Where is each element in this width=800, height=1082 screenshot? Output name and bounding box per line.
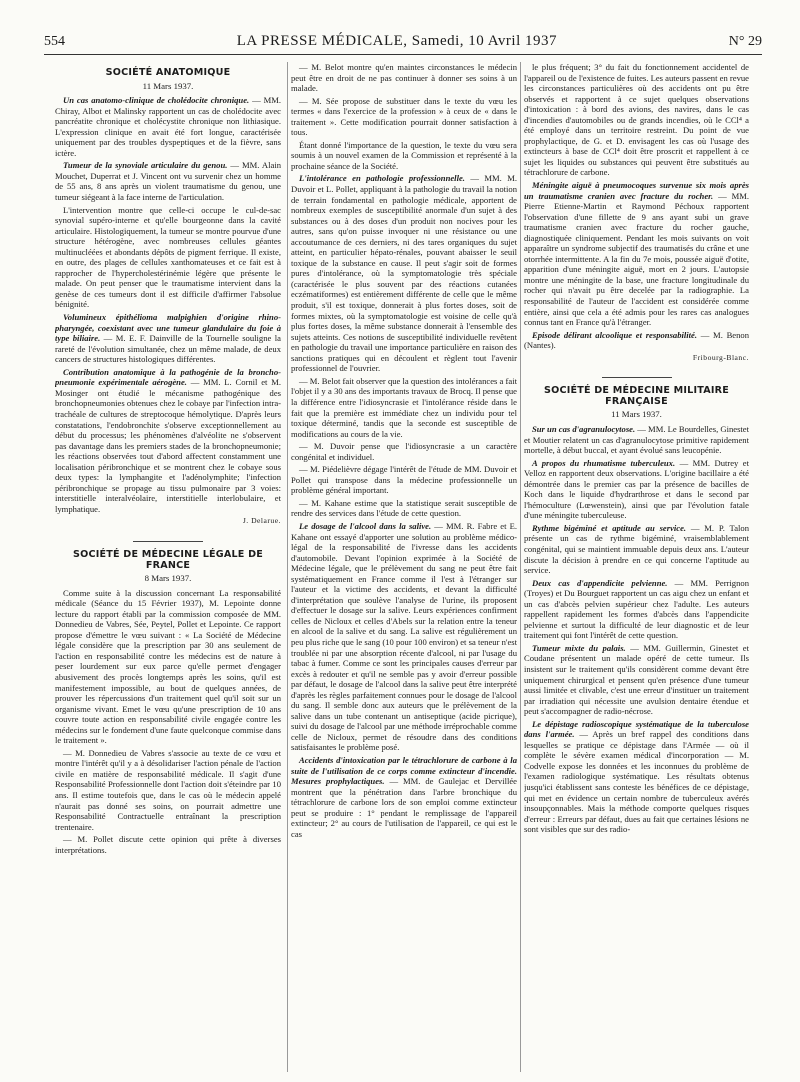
author-signature: Fribourg-Blanc. xyxy=(692,352,749,362)
article-body: — MM. Chiray, Albot et Malinsky rapportent un cas de cholédocite avec pancréatite chronique et cholécystite chronique non lithiasique. L'expression clinique en avait été fort longue, caractérisée uniquement par des troubles dyspeptiques et de la fièvre, sans ictère. xyxy=(55,95,281,158)
article-body: — MM. Dutrey et Velloz en rapportent deux observations. L'origine bacillaire a été démontrée dans le premier cas par la présence de bacilles de Koch dans le liquide d'hydrarthrose et dans le second par l'hémoculture (Lœwenstein), ainsi que par l'évolution fatale d'une méningite tuberculeuse. xyxy=(524,457,749,521)
paragraph xyxy=(524,523,749,576)
article-title: Contribution anatomique à la pathogénie de la broncho-pneumonie expérimentale aérogène. xyxy=(55,366,281,388)
paragraph: le plus fréquent; 3° du fait du fonctionnement accidentel de l'appareil ou de l'existence de fuites. Les auteurs passent en revue les circonstances particulières où des accidents ont pu être observés et rapportent à ce sujet quelques observations d'intoxication : à bord des avions, des navires, dans le cas d'incendies d'automobiles ou de grands incendies, où le CCl⁴ a été employé dans un territoire restreint. Du point de vue prophylactique, de G. et D. envisagent les cas où l'usage des extincteurs à base de CCl⁴ doit être proscrit et rappellent à ce sujet les liquides ou substances qui peuvent être substitués au tétrachlorure de carbone. xyxy=(524,62,749,178)
article-body: — M. P. Talon présente un cas de rythme bigéminé, vraisemblablement congénital, qui se maintient immuable depuis deux ans. L'auteur discute la décision à prendre en ce qui concerne l'aptitude au service. xyxy=(524,522,749,576)
paragraph: Comme suite à la discussion concernant La responsabilité médicale (Séance du 15 Février 1937), M. Lepointe donne lecture du rapport établi par la commission composée de MM. Donnedieu de Vabres, Sée, Peytel, Pollet et Lepointe. Ce rapport propose d'émettre le vœu suivant : « La Société de Médecine légale considère que la prescription par 30 ans seulement de l'action en responsabilité contre les médecins est de nature à peser lourdement sur eux parce qu'elle permet d'engager abusivement des procès longtemps après les soins, qu'il est manifestement impossible, au bout de quelques années, de prouver les répercussions d'un traitement quel qu'il soit sur un organisme vivant. Emet le vœu qu'une prescription de 10 ans couvre toute action en responsabilité civile engagée contre les médecins sur le fondement d'une faute quelconque commise dans le traitement ». xyxy=(55,587,281,746)
paragraph xyxy=(524,458,749,521)
author-signature: J. Delarue. xyxy=(242,516,281,526)
paragraph xyxy=(524,578,749,641)
issue-number: N° 29 xyxy=(728,34,762,49)
article-title: Accidents d'intoxication par le tétrachlorure de carbone à la suite de l'utilisation de ce corps comme extincteur d'incendie. Mesures prophylactiques. xyxy=(291,755,517,787)
paragraph: Étant donné l'importance de la question, le texte du vœu sera soumis à un nouvel examen de la Commission et représenté à la prochaine séance de la Société. xyxy=(291,139,517,171)
article-title: Tumeur mixte du palais. xyxy=(532,642,626,653)
paragraph: — M. Piédelièvre dégage l'intérêt de l'étude de MM. Duvoir et Pollet qui transpose dans la médecine professionnelle un problème général important. xyxy=(291,464,517,496)
article-body: — Après un bref rappel des conditions dans lesquelles se pratique ce dépistage dans l'Armée — où il complète le sévère examen médical d'incorporation — M. Codvelle expose les données et les inconnues du problème de l'examen radiologique systématique. Les résultats obtenus jusqu'ici établissent sans conteste les bénéfices de ce dépistage, qui met en évidence un certain nombre de tuberculeux avérés insoupçonnables. Mais la méthode comporte quelques risques d'erreur : Erreurs par défaut, dues au fait que certaines lésions ne sont visibles que sur des radio- xyxy=(524,729,749,835)
column-divider xyxy=(287,62,288,1072)
paragraph xyxy=(524,719,749,835)
column-right xyxy=(524,62,749,1074)
paragraph: — M. Belot fait observer que la question des intolérances a fait l'objet il y a 30 ans des importants travaux de Brocq. Il pense que la différence entre l'idiosyncrasie et l'intolérance réside dans le fait que la première est immédiate chez un individu pour tel toxique déterminé, tandis que la seconde est susceptible de modifications au cours de la vie. xyxy=(291,375,517,439)
paragraph xyxy=(291,521,517,753)
column-divider xyxy=(520,62,521,1072)
article-title: Le dépistage radioscopique systématique de la tuberculose dans l'armée. xyxy=(524,718,749,740)
page-header xyxy=(44,28,762,55)
article-body: — MM. L. Cornil et M. Mosinger ont étudié le mécanisme pathogénique des bronchopneumonies obtenues chez le cobaye par l'infection intra-trachéale de cultures de streptocoque hémolytique. D'après leurs constatations, l'endobronchite s'observe exceptionnellement au début du processus; les phénomènes d'alvéolite ne s'observent pas davantage dans les premiers stades de la bronchopneumonie; les réactions observées tout d'abord affectent constamment une localisation péribronchique et se montrent chez le cobaye sous deux types: la lymphangite et l'adénolymphite; l'infection péribronchique se propage au tissu pulmonaire par 3 voies: interstitielle interalvéolaire, interstitielle interlobulaire, et lymphatique. xyxy=(55,377,281,514)
article-title: Deux cas d'appendicite pelvienne. xyxy=(532,577,668,588)
session-date: 11 Mars 1937. xyxy=(142,80,194,91)
article-body: — MM. Perrignon (Troyes) et Du Bourguet rapportent un cas aigu chez un enfant et un cas d'abcès pelvien supérieur chez l'adulte. Les auteurs rappellent rapidement les formes d'abcès dans l'appendicite pelvienne et surtout la difficulté de leur diagnostic et de leur traitement qui font l'intérêt de cette question. xyxy=(524,577,749,641)
paragraph xyxy=(55,367,281,515)
page-number: 554 xyxy=(44,34,65,49)
article-body: — MM. Alain Mouchet, Duperrat et J. Vincent ont vu survenir chez un homme de 55 ans, 8 ans après un violent traumatisme du genou, une tumeur siégeant à la face interne de l'articulation. xyxy=(55,160,281,203)
paragraph xyxy=(524,424,749,456)
article-title: Episode délirant alcoolique et responsabilité. xyxy=(532,329,698,340)
column-middle xyxy=(291,62,517,1074)
article-title: L'intolérance en pathologie professionnelle. xyxy=(299,173,465,184)
article-body: — M. Benon (Nantes). xyxy=(524,329,749,351)
article-title: Rythme bigéminé et aptitude au service. xyxy=(532,522,687,533)
session-date: 11 Mars 1937. xyxy=(611,409,662,420)
article-body: — MM. de Gaulejac et Dervillée montrent que la pénétration dans l'arbre bronchique du tétrachlorure de carbone lors de son emploi comme extincteur peut se produire : 1° pendant le remplissage de l'appareil extincteur; 2° au cours de l'utilisation de l'appareil, ce qui est le cas xyxy=(291,776,517,839)
issue-date: Samedi, 10 Avril 1937 xyxy=(411,33,557,49)
section-heading: SOCIÉTÉ DE MÉDECINE LÉGALE DE FRANCE xyxy=(73,548,263,571)
article-title: Le dosage de l'alcool dans la salive. xyxy=(299,520,432,531)
paragraph xyxy=(524,180,749,328)
article-body: — MM. Pierre Etienne-Martin et Raymond Péchoux rapportent l'observation d'une fillette de 9 ans ayant subi un grave traumatisme cranien avec fracture du rocher gauche, diagnostiquée cliniquement. Pendant les mois suivants on voit apparaître un syndrome subjectif des traumatisés du crâne et une otorrhée intermittente. A la fin du 7e mois, poussée aiguë d'otite, apparition d'une méningite aiguë, mort en 2 jours. L'autopsie montre une méningite de la base, une fracture longitudinale du rocher qui n'avait pu être decelée par la radiographie. La responsabilité de l'auteur de l'accident est considérée comme entière, ainsi que cela a été admis pour les rares cas analogues connus tant en France qu'à l'étranger. xyxy=(524,190,749,328)
section-separator xyxy=(602,377,672,378)
paragraph: — M. Pollet discute cette opinion qui prête à diverses interprétations. xyxy=(55,834,281,855)
paragraph xyxy=(55,95,281,158)
section-heading: SOCIÉTÉ DE MÉDECINE MILITAIRE FRANÇAISE xyxy=(543,385,729,407)
paragraph xyxy=(55,160,281,202)
article-title: Sur un cas d'agranulocytose. xyxy=(532,423,636,434)
paragraph: — M. Donnedieu de Vabres s'associe au texte de ce vœu et montre l'intérêt qu'il y a à désolidariser l'action pénale de l'action civile en matière de responsabilité médicale. Il s'agit d'une Responsabilité Professionnelle dont l'action doit s'éteindre par 10 ans. Il estime toutefois que, dans le cas où le médecin appelé n'aurait pas donné ses soins, on pourrait admettre une Responsabilité Contractuelle entraînant la prescription trentenaire. xyxy=(55,747,281,832)
paragraph: — M. Kahane estime que la statistique serait susceptible de rendre des services dans l'étude de cette question. xyxy=(291,497,517,519)
article-body: — MM. M. Duvoir et L. Pollet, appliquant à la pathologie du travail la notion de terrain fondamental en pathologie médicale, apportent de nombreux exemples de susceptibilité anormale d'un sujet à des substances ou à des doses d'un produit non nocives pour les autres, sans qu'on puisse invoquer ni une résistance ou une accoutumance de ces derniers, ni des tares organiques du sujet atteint, en particulier hépato-rénales, pouvant abaisser le seuil toxique de la substance en cause. Il peut s'agir soit de formes pures d'intolérance, où la symptomatologie très spéciale (caractérisée le plus souvent par des réactions cutanées eczématiformes) est entièrement différente de celle que le même produit, s'il est toxique, donnerait à plus fortes doses, soit de formes mixtes, où la symptomatologie est voisine de celle qu'à plus fortes doses, la même substance donnerait à l'ensemble des sujets atteints. Ces notions de susceptibilité individuelle revêtent en pathologie du travail une importance particulière en raison des sanctions pratiques qui en découlent et règlent tout l'avenir professionnel de l'ouvrier. xyxy=(291,173,517,374)
paragraph xyxy=(291,173,517,373)
article-body: — M. E. F. Dainville de la Tournelle souligne la rareté de l'évolution simultanée, chez un même malade, de deux cancers de structures histologiques différentes. xyxy=(55,333,281,365)
article-body: — MM. R. Fabre et E. Kahane ont essayé d'apporter une solution au problème médico-légal de la responsabilité de l'ivresse dans les accidents d'automobile. Devant l'opinion exprimée à la Société de Médecine légale, que le prélèvement du sang ne peut être fait systématiquement en France comme il l'est à l'étranger sur l'auteur et la victime des accidents, et devant la difficulté d'interprétation que soulève l'analyse de l'urine, ils proposent d'effectuer le dosage sur la salive. Leurs expériences confirment celles de Nicloux et celles d'Abels sur la relation entre la teneur en alcool de la salive et du sang. La salive est régulièrement un peu plus riche que le sang (10 pour 100 environ) et sa teneur n'est troublée ni par une absorption récente d'alcool, ni par l'usage du tabac à fumer. Comme ce sont les principales causes d'erreur par excès à redouter et qu'il ne semble pas y avoir d'erreur possible par défaut, le dosage de l'alcool dans la salive peut être interprété d'après les règles parfaitement connues pour le dosage de l'alcool du sang. Il semble donc aux auteurs que le prélèvement de la salive dans un tube contenant un antiseptique (acide picrique), suivi du dosage de l'alcool par une méthode irréprochable comme celle de Nicloux, permet de résoudre dans des conditions satisfaisantes le problème posé. xyxy=(291,520,517,753)
column-left xyxy=(55,62,281,1074)
paragraph: L'intervention montre que celle-ci occupe le cul-de-sac synovial supéro-interne et qu'elle bourgeonne dans la cavité articulaire. Histologiquement, la tumeur se montre pourvue d'une structure hétérogène, avec nombreuses cellules géantes multinucléées et abondants dépôts de pigment ferrique. Il existe, en outre, des plages de cellules xanthomateuses et ce fait est à rapprocher de l'hypercholestérinémie légère que présente le malade. On peut penser que le traumatisme intervient dans la genèse de ces tumeurs dont il est difficile d'affirmer l'absolue bénignité. xyxy=(55,204,281,310)
paragraph: — M. Belot montre qu'en maintes circonstances le médecin peut être en droit de ne pas continuer à donner ses soins à un malade. xyxy=(291,62,517,94)
article-title: Méningite aiguë à pneumocoques survenue six mois après un traumatisme cranien avec fracture du rocher. xyxy=(524,180,749,201)
journal-name: LA PRESSE MÉDICALE, xyxy=(236,33,408,49)
section-separator xyxy=(133,541,203,542)
session-date: 8 Mars 1937. xyxy=(144,573,192,584)
article-title: Volumineux épithélioma malpighien d'origine rhino-pharyngée, coexistant avec une tumeur glandulaire du foie à type biliaire. xyxy=(55,312,281,344)
paragraph xyxy=(524,643,749,717)
paragraph: — M. Duvoir pense que l'idiosyncrasie a un caractère congénital et individuel. xyxy=(291,441,517,462)
section-heading: SOCIÉTÉ ANATOMIQUE xyxy=(105,67,231,78)
article-title: A propos du rhumatisme tuberculeux. xyxy=(532,457,676,468)
article-title: Un cas anatomo-clinique de cholédocite chronique. xyxy=(63,95,250,106)
paragraph xyxy=(55,312,281,365)
article-body: — MM. Guillermin, Ginestet et Coudane présentent un malade opéré de cette tumeur. Ils insistent sur le traitement qu'ils considèrent comme devant être uniquement chirurgical et pensent qu'en présence d'une tumeur aussi limitée et clivable, c'est une erreur d'instituer un traitement par irradiation qui nécessite une avulsion dentaire étendue et peut s'accompagner de radio-nécrose. xyxy=(524,642,749,717)
article-title: Tumeur de la synoviale articulaire du genou. xyxy=(63,160,228,171)
journal-title xyxy=(237,33,557,50)
paragraph xyxy=(524,330,749,351)
paragraph: — M. Sée propose de substituer dans le texte du vœu les termes « dans l'exercice de la profession » à ceux de « dans le traitement ». Cette modification pourrait donner satisfaction à tous. xyxy=(291,95,517,138)
article-body: — MM. Le Bourdelles, Ginestet et Moutier relatent un cas d'agranulocytose primitive rapidement mortelle, à début buccal, et ayant évolué sans leucopénie. xyxy=(524,423,749,456)
paragraph xyxy=(291,755,517,839)
